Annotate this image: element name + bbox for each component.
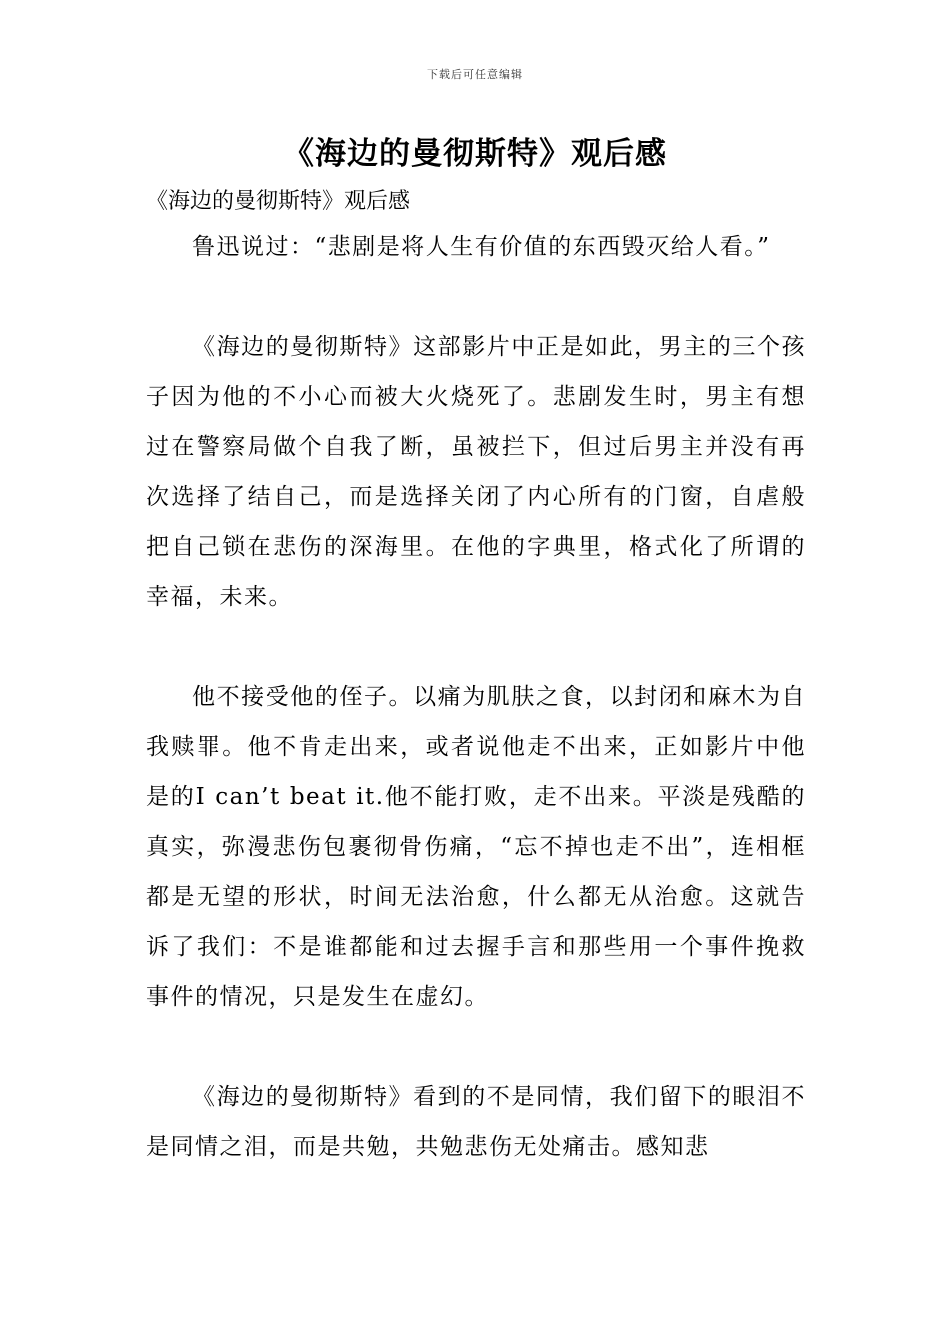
document-subtitle: 《海边的曼彻斯特》观后感: [146, 189, 411, 214]
header-note: 下载后可任意编辑: [427, 68, 523, 81]
paragraph-1: 鲁迅说过：“悲剧是将人生有价值的东西毁灭给人看。”: [192, 234, 771, 260]
paragraph-gap: [146, 622, 806, 672]
document-body: [146, 222, 806, 1172]
paragraph-gap: [146, 1022, 806, 1072]
paragraph-2: 《海边的曼彻斯特》这部影片中正是如此，男主的三个孩子因为他的不小心而被大火烧死了。悲剧发生时，男主有想过在警察局做个自我了断，虽被拦下，但过后男主并没有再次选择了结自己，而是选择关闭了内心所有的门窗，自虐般把自己锁在悲伤的深海里。在他的字典里，格式化了所谓的幸福，未来。: [146, 334, 806, 610]
document-title: 《海边的曼彻斯特》观后感: [283, 136, 667, 172]
paragraph-gap: [146, 272, 806, 322]
paragraph-4: 《海边的曼彻斯特》看到的不是同情，我们留下的眼泪不是同情之泪，而是共勉，共勉悲伤无处痛击。感知悲: [146, 1084, 806, 1160]
paragraph-3: 他不接受他的侄子。以痛为肌肤之食，以封闭和麻木为自我赎罪。他不肯走出来，或者说他走不出来，正如影片中他是的I can’t beat it.他不能打败，走不出来。平淡是残酷的真实，弥漫悲伤包裹彻骨伤痛，“忘不掉也走不出”，连相框都是无望的形状，时间无法治愈，什么都无从治愈。这就告诉了我们：不是谁都能和过去握手言和那些用一个事件挽救事件的情况，只是发生在虚幻。: [146, 684, 806, 1010]
